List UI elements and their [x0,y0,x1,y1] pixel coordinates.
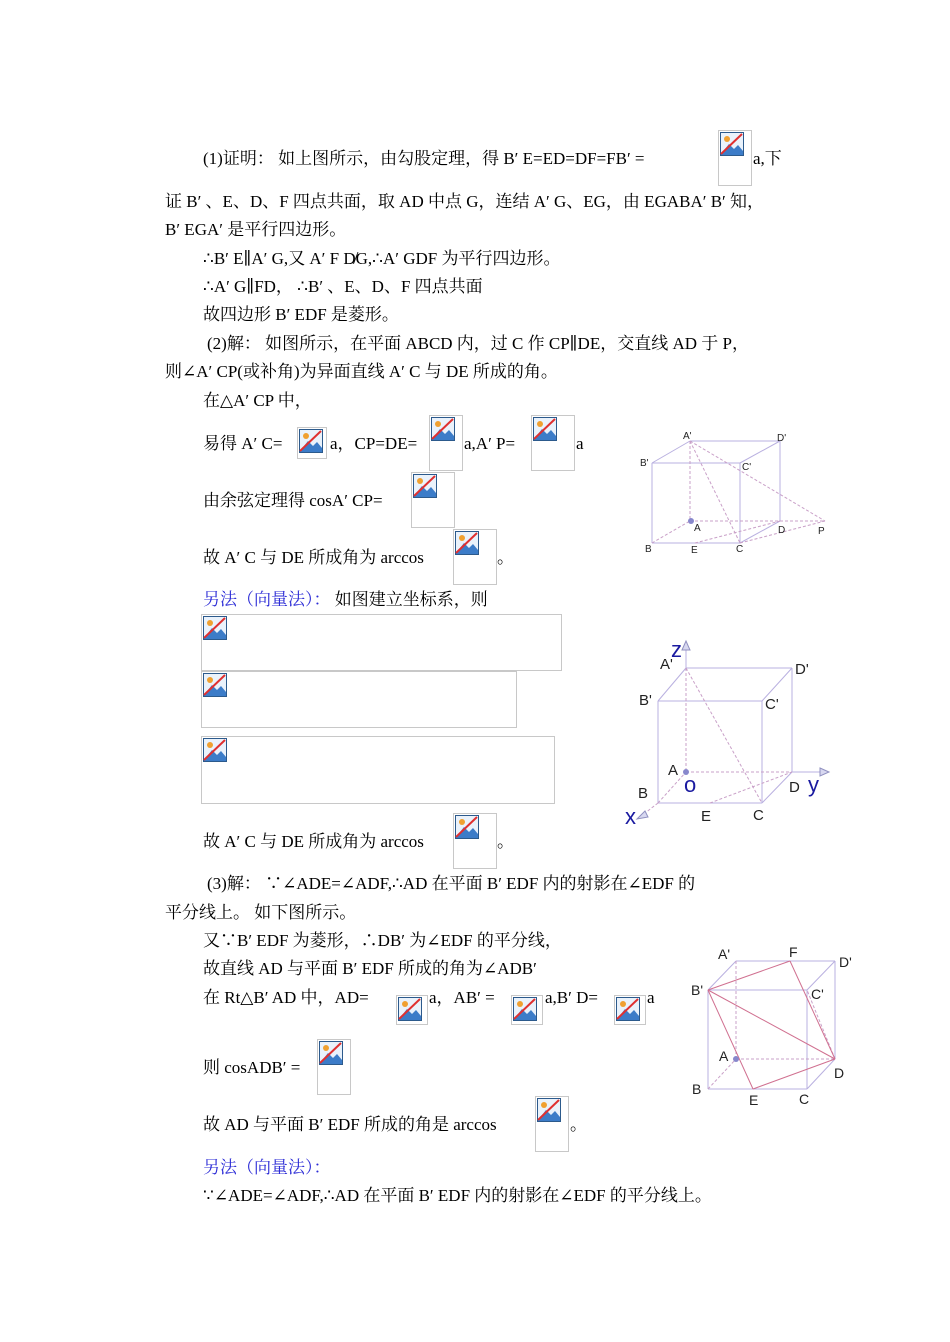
label-D-prime: D' [777,433,787,444]
p1-line5: ∴A′ G∥FD， ∴B′ 、E、D、F 四点共面 [203,277,483,296]
label-D: D [834,1065,845,1081]
p2-alt-line [203,589,488,611]
label-B-prime: B' [639,692,652,709]
label-P: P [818,526,825,537]
y-axis-arrow-icon [820,768,829,776]
p2-line7: 故 A′ C 与 DE 所成角为 arccos [203,832,424,851]
formula-image [411,472,455,528]
p1-line2: 证 B′ 、E、D、F 四点共面，取 AD 中点 G，连结 A′ G、EG，由 EGABA′ B′ 知， [165,192,765,211]
period: 。 [497,832,514,851]
p2-line5: 由余弦定理得 cosA′ CP= [203,491,383,510]
period: 。 [570,1115,587,1134]
axis-label-x: x [625,804,636,829]
formula-image [718,130,752,186]
p1-line4: ∴B′ E∥A′ G,又 A′ F D̸G,∴A′ GDF 为平行四边形。 [203,249,561,268]
image-placeholder-icon [533,417,557,441]
p2-line1: (2)解： 如图所示，在平面 ABCD 内，过 C 作 CP∥DE，交直线 AD 于 P， [207,334,749,353]
image-placeholder-icon [319,1041,343,1065]
period: 。 [497,548,514,567]
label-C-prime: C' [742,462,752,473]
label-C: C [753,807,764,824]
p3-line1: (3)解： ∵∠ADE=∠ADF,∴AD 在平面 B′ EDF 内的射影在∠EDF 的 [207,874,696,893]
p3-line5d: a [647,988,655,1007]
axis-label-origin: o [684,772,697,797]
x-axis-arrow-icon [637,811,648,819]
p1-line3: B′ EGA′ 是平行四边形。 [165,220,347,239]
label-C: C [736,544,744,555]
p3-line2: 平分线上。 如下图所示。 [165,903,357,922]
p2-line4c: a,A′ P= [464,434,516,453]
formula-image [453,529,497,585]
label-C-prime: C' [765,696,779,713]
label-B: B [638,785,649,802]
image-placeholder-icon [513,997,537,1021]
label-D: D [778,525,786,536]
label-E: E [749,1092,759,1108]
vector-formula-3 [201,736,555,804]
label-C: C [799,1091,810,1107]
origin-marker [733,1056,739,1062]
image-placeholder-icon [431,417,455,441]
image-placeholder-icon [203,616,227,640]
label-D: D [789,779,800,796]
formula-image [535,1096,569,1152]
label-E: E [701,808,712,825]
image-placeholder-icon [720,132,744,156]
alt-method-label: 另法（向量法）： [203,1158,331,1177]
label-C-prime: C' [811,986,824,1002]
p1-line6: 故四边形 B′ EDF 是菱形。 [203,305,399,324]
image-placeholder-icon [537,1098,561,1122]
alt-method-text: 如图建立坐标系，则 [330,590,488,609]
p2-line2: 则∠A′ CP(或补角)为异面直线 A′ C 与 DE 所成的角。 [165,362,558,381]
label-B-prime: B' [640,458,649,469]
axis-label-y: y [808,772,819,797]
image-placeholder-icon [203,738,227,762]
label-A: A [694,523,701,534]
z-axis-arrow-icon [682,641,690,650]
label-E: E [691,545,698,556]
p3-line5c: a,B′ D= [545,988,598,1007]
formula-image [396,995,428,1025]
label-B: B [692,1081,702,1097]
label-A-prime: A' [683,431,692,442]
vector-formula-2 [201,671,517,728]
p3-line3: 又∵B′ EDF 为菱形，∴DB′ 为∠EDF 的平分线， [203,931,562,950]
image-placeholder-icon [455,815,479,839]
image-placeholder-icon [455,531,479,555]
formula-image [429,415,463,471]
p3-line5b: a，AB′ = [429,988,495,1007]
p3-line8: ∵∠ADE=∠ADF,∴AD 在平面 B′ EDF 内的射影在∠EDF 的平分线上。 [203,1186,712,1205]
formula-image [453,813,497,869]
p1-line1-end: a,下 [753,149,782,168]
cube-figure-3 [685,940,865,1115]
image-placeholder-icon [203,673,227,697]
p3-line5a: 在 Rt△B′ AD 中，AD= [203,988,369,1007]
image-placeholder-icon [616,997,640,1021]
formula-image [614,995,646,1025]
image-placeholder-icon [413,474,437,498]
image-placeholder-icon [299,429,323,453]
image-placeholder-icon [398,997,422,1021]
axis-label-z: z [671,637,682,662]
cube-figure-2 [615,635,845,830]
vector-formula-1 [201,614,562,671]
label-F: F [789,944,798,960]
p1-line1: (1)证明： 如上图所示，由勾股定理，得 B′ E=ED=DF=FB′ = [203,149,645,168]
label-A: A [668,762,679,779]
formula-image [297,427,327,459]
p2-line4a: 易得 A′ C= [203,434,283,453]
cube-figure-1 [630,425,840,565]
p2-line4d: a [576,434,584,453]
p3-line6: 则 cosADB′ = [203,1058,301,1077]
p3-line7: 故 AD 与平面 B′ EDF 所成的角是 arccos [203,1115,497,1134]
p2-line4b: a，CP=DE= [330,434,418,453]
label-A-prime: A' [718,946,731,962]
formula-image [531,415,575,471]
label-B: B [645,544,652,555]
p2-line6: 故 A′ C 与 DE 所成角为 arccos [203,548,424,567]
label-A: A [719,1048,729,1064]
label-D-prime: D' [795,661,809,678]
label-B-prime: B' [691,982,704,998]
formula-image [317,1039,351,1095]
formula-image [511,995,543,1025]
p3-line4: 故直线 AD 与平面 B′ EDF 所成的角为∠ADB′ [203,959,537,978]
p2-line3: 在△A′ CP 中， [203,391,312,410]
label-A-prime: A' [660,656,673,673]
alt-method-label: 另法（向量法）： [203,590,331,609]
label-D-prime: D' [839,954,852,970]
